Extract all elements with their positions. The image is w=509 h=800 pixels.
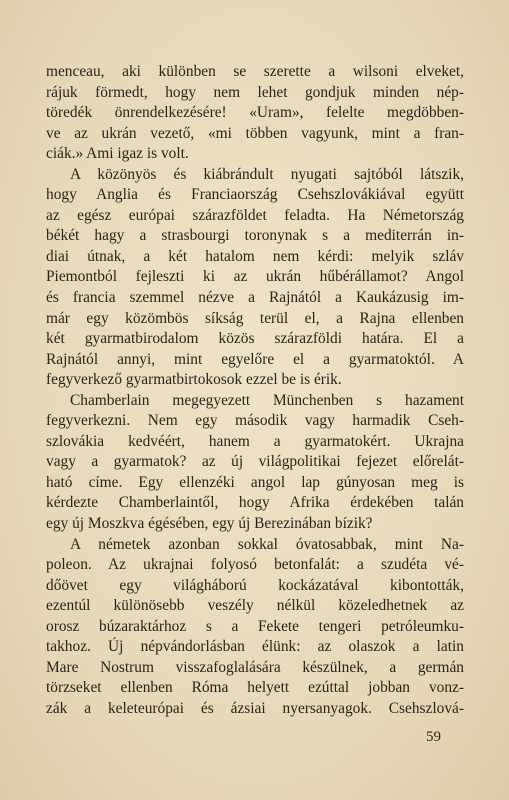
text-line: fegyverkezni. Nem egy második vagy harmadik Cseh- — [46, 412, 464, 430]
text-line: Chamberlain megegyezett Münchenben s hazament — [70, 391, 464, 409]
text-line: poleon. Az ukrajnai folyosó betonfalát: a szudéta vé- — [46, 556, 464, 574]
text-line: töredék önrendelkezésére! «Uram», felelte megdöbben- — [46, 104, 464, 122]
body-text — [46, 62, 464, 720]
text-line: és francia szemmel nézve a Rajnától a Kaukázusig im- — [46, 289, 464, 307]
text-line: rájuk förmedt, hogy nem lehet gondjuk minden nép- — [46, 83, 464, 101]
text-line: hogy Anglia és Franciaország Csehszlovákiával együtt — [46, 186, 464, 204]
text-line: ható címe. Egy ellenzéki angol lap gúnyosan meg is — [46, 473, 464, 491]
text-line: törzseket ellenben Róma helyett ezúttal jobban vonz- — [46, 679, 464, 697]
text-line: zák a keleteurópai és ázsiai nyersanyagok. Csehszlová- — [46, 699, 464, 717]
text-line: takhoz. Új népvándorlásban élünk: az olaszok a latin — [46, 638, 464, 656]
text-line: békét hagy a strasbourgi toronynak s a mediterrán in- — [46, 227, 464, 245]
text-line: már egy közömbös síkság terül el, a Rajna ellenben — [46, 309, 464, 327]
text-line: dőövet egy világháború kockázatával kibontották, — [46, 576, 464, 594]
text-line: Rajnától annyi, mint egyelőre el a gyarmatoktól. A — [46, 350, 464, 368]
text-line: A közönyös és kiábrándult nyugati sajtóból látszik, — [70, 165, 464, 183]
page-number: 59 — [426, 729, 441, 745]
text-line: Mare Nostrum visszafoglalására készülnek, a germán — [46, 658, 464, 676]
text-line: ezentúl különösebb veszély nélkül közeledhetnek az — [46, 597, 464, 615]
text-line: egy új Moszkva égésében, egy új Berezinában bízik? — [46, 515, 373, 533]
text-line: fegyverkező gyarmatbirtokosok ezzel be is érik. — [46, 371, 342, 389]
text-line: menceau, aki különben se szerette a wilsoni elveket, — [46, 63, 464, 80]
paragraph — [46, 62, 464, 165]
text-line: Piemontból fejleszti ki az ukrán hűbérállamot? Angol — [46, 268, 464, 286]
text-line: orosz búzaraktárhoz s a Fekete tengeri petróleumku- — [46, 617, 464, 635]
text-line: A németek azonban sokkal óvatosabbak, mint Na- — [70, 535, 464, 553]
text-line: kérdezte Chamberlaintől, hogy Afrika érdekében talán — [46, 494, 464, 512]
text-line: két gyarmatbirodalom közös szárazföldi határa. El a — [46, 330, 464, 348]
text-line: az egész európai szárazföldet feladta. Ha Németország — [46, 206, 464, 224]
text-line: ve az ukrán vezető, «mi többen vagyunk, mint a fran- — [46, 124, 464, 142]
text-line: szlovákia kedvéért, hanem a gyarmatokért. Ukrajna — [46, 432, 464, 450]
text-line: diai útnak, a két hatalom nem kérdi: melyik szláv — [46, 247, 464, 265]
paragraph — [46, 391, 464, 535]
text-line: ciák.» Ami igaz is volt. — [46, 145, 189, 163]
text-line: vagy a gyarmatok? az új világpolitikai fejezet előrelát- — [46, 453, 464, 471]
paragraph — [46, 535, 464, 720]
paragraph — [46, 165, 464, 391]
